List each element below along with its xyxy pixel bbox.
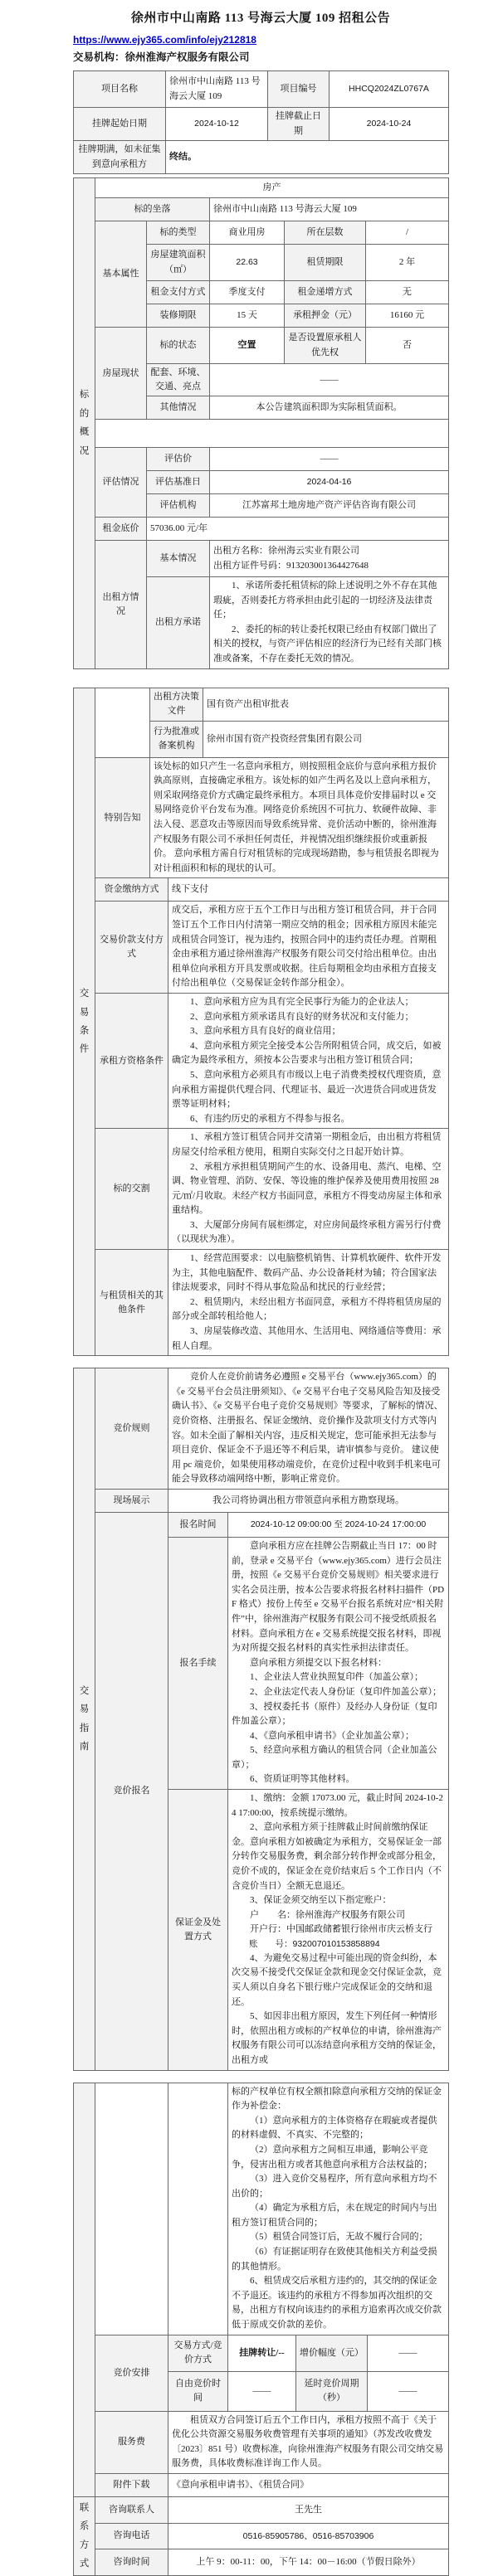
value-priority: 否: [366, 328, 449, 364]
value-eval-org: 江苏富邦土地房地产资产评估咨询有限公司: [210, 494, 449, 518]
label-eval-date: 评估基准日: [147, 471, 210, 494]
value-special-notice: [150, 757, 449, 878]
label-deposit-disposal: 保证金及处置方式: [168, 1790, 228, 2070]
value-other-conditions: [168, 1250, 449, 1356]
value-free-bid-time: ——: [228, 2371, 296, 2411]
rail-contact: 联系方式: [74, 2497, 95, 2576]
project-info-table: [73, 70, 449, 174]
label-deposit: 承租押金（元）: [285, 304, 366, 328]
lessor-name-line: 出租方名称：徐州海云实业有限公司: [213, 546, 359, 556]
procedure-item: 2、企业法定代表人身份证（复印件加盖公章）；: [250, 1686, 442, 1697]
value-site-show: 我公司将协调出租方带领意向承租方勘察现场。: [168, 1489, 449, 1512]
label-service-fee: 服务费: [95, 2411, 168, 2473]
value-service-fee: [168, 2411, 449, 2473]
value-signup-procedure: [228, 1537, 449, 1789]
rail-trade-conditions: 交易条件: [74, 688, 95, 1356]
label-attachments: 附件下载: [95, 2474, 168, 2497]
value-environment: ——: [210, 364, 449, 396]
procedure-item: 6、资质证明等其他材料。: [250, 1774, 355, 1785]
value-bid-rules: [168, 1368, 449, 1490]
label-signup-group: 竞价报名: [95, 1512, 168, 2070]
qualify-item: 3、意向承租方具有良好的商业信用；: [190, 1026, 341, 1037]
procedure-item: 5、经意向承租方确认的租赁合同（企业加盖公章）；: [232, 1745, 437, 1770]
value-list-end: 2024-10-24: [330, 108, 449, 141]
deposit-item: （2）意向承租方之间相互串通，影响公平竞争，侵害出租方或者其他意向承租方合法权益的；: [232, 2144, 432, 2170]
value-attachments: 《意向承租申请书》、《租赁合同》: [168, 2474, 449, 2497]
label-increase: 租金递增方式: [285, 281, 366, 304]
deposit-bank-line: 开户行：中国邮政储蓄银行徐州市庆云桥支行: [250, 1924, 432, 1935]
label-eval-group: 评估情况: [95, 448, 147, 518]
value-type: 商业用房: [210, 221, 285, 245]
label-term: 租赁期限: [285, 245, 366, 281]
label-location: 标的坐落: [95, 198, 210, 221]
qualify-item: 2、意向承租方须承诺具有良好的财务状况和支付能力；: [190, 1011, 414, 1022]
label-fitment: 装修期限: [147, 304, 210, 328]
deposit-item: 5、如因非出租方原因，发生下列任何一种情形时，依照出租方或标的产权单位的申请，徐州淮海产权服务有限公司可以冻结意向承租方交纳的保证金，出租方或: [232, 2011, 442, 2065]
deposit-item: 标的产权单位有权全额扣除意向承租方交纳的保证金作为补偿金：: [232, 2086, 442, 2112]
value-fund-pay: 线下支付: [168, 878, 449, 902]
value-deposit-continued: [228, 2083, 449, 2335]
value-increase: 无: [366, 281, 449, 304]
label-lessor-group: 出租方情况: [95, 541, 147, 669]
label-site-show: 现场展示: [95, 1489, 168, 1512]
value-trade-mode: 挂牌转让/--: [228, 2335, 296, 2371]
value-rent-pay: 季度支付: [210, 281, 285, 304]
deposit-item: （4）确定为承租方后，未在规定的时间内与出租方签订租赁合同的；: [232, 2203, 437, 2228]
value-category: 房产: [95, 178, 449, 198]
procedure-item: 4、《意向承租申请书》（企业加盖公章）；: [250, 1730, 414, 1741]
label-contact-time: 咨询时间: [95, 2549, 168, 2576]
label-list-start: 挂牌起始日期: [74, 108, 166, 141]
value-fitment: 15 天: [210, 304, 285, 328]
procedure-item: 1、企业法人营业执照复印件（加盖公章）；: [250, 1672, 423, 1683]
deposit-bank-line: 户 名：徐州淮海产权服务有限公司: [250, 1909, 405, 1920]
deposit-item: 4、为避免交易过程中可能出现的资金纠纷，本次交易不接受代交保证金款和现金交付保证金款，竞买人须以自身名下银行账户完成保证金的交纳和退还。: [232, 1952, 442, 2007]
value-area: 22.63: [210, 245, 285, 281]
value-contact-person: 王先生: [168, 2497, 449, 2524]
deposit-item: 2、意向承租方须于挂牌截止时间前缴纳保证金。意向承租方如被确定为承租方，交易保证金一部分转作交易服务费，剩余部分转作押金或部分租金，竞价不成的，保证金在竞价结束后 5 个工作日内（不含竞价当日）全额无息退还。: [232, 1822, 442, 1891]
announcement-link[interactable]: https://www.ejy365.com/info/ejy212818: [73, 34, 256, 46]
value-location: 徐州市中山南路 113 号海云大厦 109: [210, 198, 449, 221]
promise-item: 2、委托的标的转让委托权限已经由有权部门做出了相关的授权，与资产评估相应的经济行为已经有关部门核准或备案，不存在委托无效的情况。: [213, 624, 442, 664]
service-fee-text: 租赁双方合同签订后五个工作日内，承租方按照不高于《关于优化公共资源交易服务收费管理有关事项的通知》（苏发改收费发〔2023〕851 号）收费标准，向徐州淮海产权服务有限公司交纳交易服务费，具体收费标准详询工作人员。: [172, 2414, 444, 2469]
other-condition-item: 3、房屋装修改造、其他用水、生活用电、网络通信等费用：承租人自理。: [172, 1326, 442, 1351]
announcement-document: [73, 0, 448, 2576]
value-qualification: [168, 993, 449, 1128]
label-trade-mode: 交易方式/竞价方式: [168, 2335, 228, 2371]
procedure-item: 3、授权委托书（原件）及经办人身份证（复印件加盖公章）；: [232, 1701, 437, 1727]
label-lessor-promise: 出租方承诺: [147, 577, 210, 669]
label-eval-price: 评估价: [147, 448, 210, 471]
deposit-item: 6、租赁成交后承租方违约的，其交纳的保证金不予退还。该违约的承租方不得参加再次组织的交易，出租方有权向该违约的承租方追索再次成交价款低于原成交价款的差价。: [232, 2276, 442, 2331]
label-increment: 增价幅度（元）: [296, 2335, 368, 2371]
delivery-item: 1、承租方签订租赁合同并交清第一期租金后，由出租方将租赁房屋交付给承租方使用，租期自实际交付之日起开始计算。: [172, 1132, 442, 1157]
delivery-item: 2、承租方承担租赁期间产生的水、设备用电、蒸汽、电梯、空调、物业管理、消防、安保、等设施的维护保养及使用费用按照 28 元/㎡/月收取。未经产权方书面同意，承租方不得变动房屋主体和承重结构。: [172, 1161, 442, 1216]
label-priority: 是否设置原承租人优先权: [285, 328, 366, 364]
subject-overview-table: [73, 177, 449, 669]
trade-conditions-table: [73, 688, 449, 1357]
other-condition-item: 1、经营范围要求：以电脑整机销售、计算机软硬件、软件开发为主，其他电脑配件、数码产品、办公设备耗材为辅；符合国家法律法规要求，同时不得从事危险品和扰民的行业经营；: [172, 1253, 442, 1293]
agency-line: 交易机构：徐州淮海产权服务有限公司: [73, 51, 250, 63]
label-list-end: 挂牌截止日期: [268, 108, 330, 141]
value-expire: 终结。: [166, 141, 449, 174]
value-lessor-basic: [210, 541, 449, 577]
deposit-item: （1）意向承租方的主体资格存在瑕疵或者提供的材料虚假、不真实、不完整的；: [232, 2115, 437, 2141]
label-contact-person: 咨询联系人: [95, 2497, 168, 2524]
label-contact-phone: 咨询电话: [95, 2523, 168, 2549]
deposit-item: （3）进入竞价交易程序，所有意向承租方均不出价的；: [232, 2174, 437, 2199]
label-rent-pay: 租金支付方式: [147, 281, 210, 304]
announcement-url-line: [73, 34, 448, 46]
lessor-id-line: 出租方证件号码：913203001364427648: [213, 560, 369, 571]
label-price-pay: 交易价款支付方式: [95, 902, 168, 994]
value-other-info: 本公告建筑面积即为实际租赁面积。: [210, 396, 449, 420]
label-delivery: 标的交割: [95, 1129, 168, 1250]
qualify-item: 6、有违约历史的承租方不得参与报名。: [190, 1113, 350, 1124]
bid-rules-text: 竞价人在竞价前请务必遵照 e 交易平台（www.ejy365.com）的《e 交易平台会员注册须知》、《e 交易平台电子交易风险告知及接受确认书》、《e 交易平台电子竞价交易规则》等要求，了解标的情况、竞价资格、注册报名、保证金缴纳、竞价操作及款项支付方式等内容。如未全面了解相关内容，违反相关规定，您可能承担无法参与项目竞价、保证金不予退还等不利后果，请审慎参与竞价。 建议使用 pc 端竞价，如果使用移动端竞价，在竞价过程中收到手机来电可能会导致移动端网络中断，影响正常竞价。: [172, 1372, 443, 1485]
label-eval-org: 评估机构: [147, 494, 210, 518]
empty-rail-cell: [74, 2083, 95, 2496]
value-project-no: HHCQ2024ZL0767A: [330, 71, 449, 108]
special-notice-text: 该处标的如只产生一名意向承租方，则按照租金底价与意向承租方报价孰高原则，直接确定承租方。该处标的如产生两名及以上意向承租方，则采取网络竞价方式确定最终承租方。本项目具体竞价安排届时以 e 交易网络竞价平台发布为准。网络竞价系统因不可抗力、软硬件故障、非法入侵、恶意攻击等原因而导致系统异常、竞价活动中断的，徐州淮海产权服务有限公司不承担任何责任，并视情况组织继续报价或重新报价。 意向承租方需自行对租赁标的完成现场踏勘，参与租赁报名即视为对计租面积和标的现状的认可。: [154, 761, 439, 873]
deposit-item: （5）租赁合同签订后，无故不履行合同的；: [250, 2232, 428, 2243]
value-eval-price: ——: [210, 448, 449, 471]
label-delay-cycle: 延时竞价周期（秒）: [296, 2371, 368, 2411]
label-lessor-basic: 基本情况: [147, 541, 210, 577]
value-decision-file: 国有资产出租审批表: [203, 688, 449, 721]
value-contact-phone: 0516-85905786、0516-85703906: [168, 2523, 449, 2549]
empty-cell: [95, 2083, 168, 2335]
trade-guide-table: [73, 1368, 449, 2070]
value-approve-org: 徐州市国有资产投资经营集团有限公司: [203, 721, 449, 757]
value-deposit-disposal: [228, 1790, 449, 2070]
procedure-list-title: 意向承租方须提交以下报名材料：: [250, 1657, 387, 1668]
label-type: 标的类型: [147, 221, 210, 245]
price-pay-text: 成交后，承租方应于五个工作日与出租方签订租赁合同，并于合同签订五个工作日内付清第一期应交纳的租金；因承租方原因未能完成租赁合同签订，视为违约，按照合同中的违约责任办理。首期租金由承租方通过徐州淮海产权服务有限公司交付给出租单位。由出租单位向承租方开具发票或收据。往后每期租金均由承租方直接支付给出租单位（交易保证金转作部分租金）。: [172, 905, 437, 989]
label-qualification: 承租方资格条件: [95, 993, 168, 1128]
value-delay-cycle: ——: [368, 2371, 449, 2411]
label-area: 房屋建筑面积（㎡）: [147, 245, 210, 281]
label-environment: 配套、环境、交通、亮点: [147, 364, 210, 396]
promise-item: 1、承诺所委托租赁标的除上述说明之外不存在其他瑕疵，否则委托方将承担由此引起的一切经济及法律责任；: [213, 581, 437, 620]
rail-subject-overview: 标的概况: [74, 178, 95, 669]
label-status-group: 房屋现状: [95, 328, 147, 420]
deposit-item: 3、保证金须交纳至以下指定账户：: [250, 1895, 392, 1906]
label-bid-rules: 竞价规则: [95, 1368, 168, 1490]
value-contact-time: 上午 9：00-11：00，下午 14：00－16:00（节假日除外）: [168, 2549, 449, 2576]
label-auction-group: 竞价安排: [95, 2335, 168, 2411]
value-price-pay: [168, 902, 449, 994]
label-approve-org: 行为批准或备案机构: [150, 721, 203, 757]
label-floor: 所在层数: [285, 221, 366, 245]
label-signup-procedure: 报名手续: [168, 1537, 228, 1789]
label-expire: 挂牌期满，如未征集到意向承租方: [74, 141, 166, 174]
value-deposit: 16160 元: [366, 304, 449, 328]
label-floor-price: 租金底价: [95, 518, 147, 541]
rail-trade-guide: 交易指南: [74, 1368, 95, 2070]
value-lessor-promise: [210, 577, 449, 669]
other-condition-item: 2、租赁期内，未经出租方书面同意，承租方不得将租赁房屋的部分或全部转租给他人；: [172, 1296, 442, 1322]
value-list-start: 2024-10-12: [166, 108, 268, 141]
label-project-no: 项目编号: [268, 71, 330, 108]
auction-contact-table: [73, 2083, 449, 2576]
label-project-name: 项目名称: [74, 71, 166, 108]
label-special-notice: 特别告知: [95, 757, 150, 878]
value-eval-date: 2024-04-16: [210, 471, 449, 494]
procedure-intro: 意向承租方应在挂牌公告期截止当日 17：00 时前，登录 e 交易平台（www.ejy365.com）进行会员注册，按照《e 交易平台竞价交易规则》相关要求进行实名会员注册，按本公告要求将报名材料扫描件（PDF 格式）按份上传至 e 交易平台报名系统对应“相关附件”中，徐州淮海产权服务有限公司不接受纸质报名材料。意向承租方在 e 交易系统提交报名材料，即视为对所提交报名材料的真实性承担法律责任。: [232, 1540, 445, 1654]
empty-cell: [168, 2083, 228, 2335]
value-floor-price: 57036.00 元/年: [147, 518, 449, 541]
qualify-item: 1、意向承租方应为具有完全民事行为能力的企业法人；: [190, 996, 414, 1007]
value-floor: /: [366, 221, 449, 245]
value-status: 空置: [210, 328, 285, 364]
value-project-name: 徐州市中山南路 113 号海云大厦 109: [166, 71, 268, 108]
label-decision-file: 出租方决策文件: [150, 688, 203, 721]
label-basic-group: 基本属性: [95, 221, 147, 328]
label-fund-pay: 资金缴纳方式: [95, 878, 168, 902]
label-other-conditions: 与租赁相关的其他条件: [95, 1250, 168, 1356]
empty-spacer-cell: [95, 420, 449, 448]
deposit-bank-line: 账 号：932007010153858894: [249, 1939, 380, 1949]
value-signup-time: 2024-10-12 09:00:00 至 2024-10-24 17:00:00: [228, 1512, 449, 1537]
value-increment: ——: [368, 2335, 449, 2371]
qualify-item: 4、意向承租方须完全接受本公告所附租赁合同，成交后，如被确定为最终承租方，须按本公告要求与出租方签订租赁合同；: [172, 1040, 442, 1066]
page-title: 徐州市中山南路 113 号海云大厦 109 招租公告: [130, 12, 391, 25]
label-free-bid-time: 自由竞价时间: [168, 2371, 228, 2411]
deposit-item: （6）有证据证明存在致使其他相关方利益受损的其他情形。: [232, 2247, 437, 2272]
value-delivery: [168, 1129, 449, 1250]
empty-cell: [95, 688, 150, 757]
deposit-item: 1、缴纳：金额 17073.00 元，截止时间 2024-10-24 17:00:00，按系统提示缴纳。: [232, 1793, 443, 1818]
label-signup-time: 报名时间: [168, 1512, 228, 1537]
label-status: 标的状态: [147, 328, 210, 364]
label-other-info: 其他情况: [147, 396, 210, 420]
qualify-item: 5、意向承租方必须具有市级以上电子消费类授权代理资质，意向承租方需提供代理合同、代理证书、最近一次进货合同或进货发票等证明材料；: [172, 1069, 442, 1110]
delivery-item: 3、大厦部分房间有展柜绑定，对应房间最终承租方需另行付费（以现状为准）。: [172, 1219, 442, 1245]
value-term: 2 年: [366, 245, 449, 281]
